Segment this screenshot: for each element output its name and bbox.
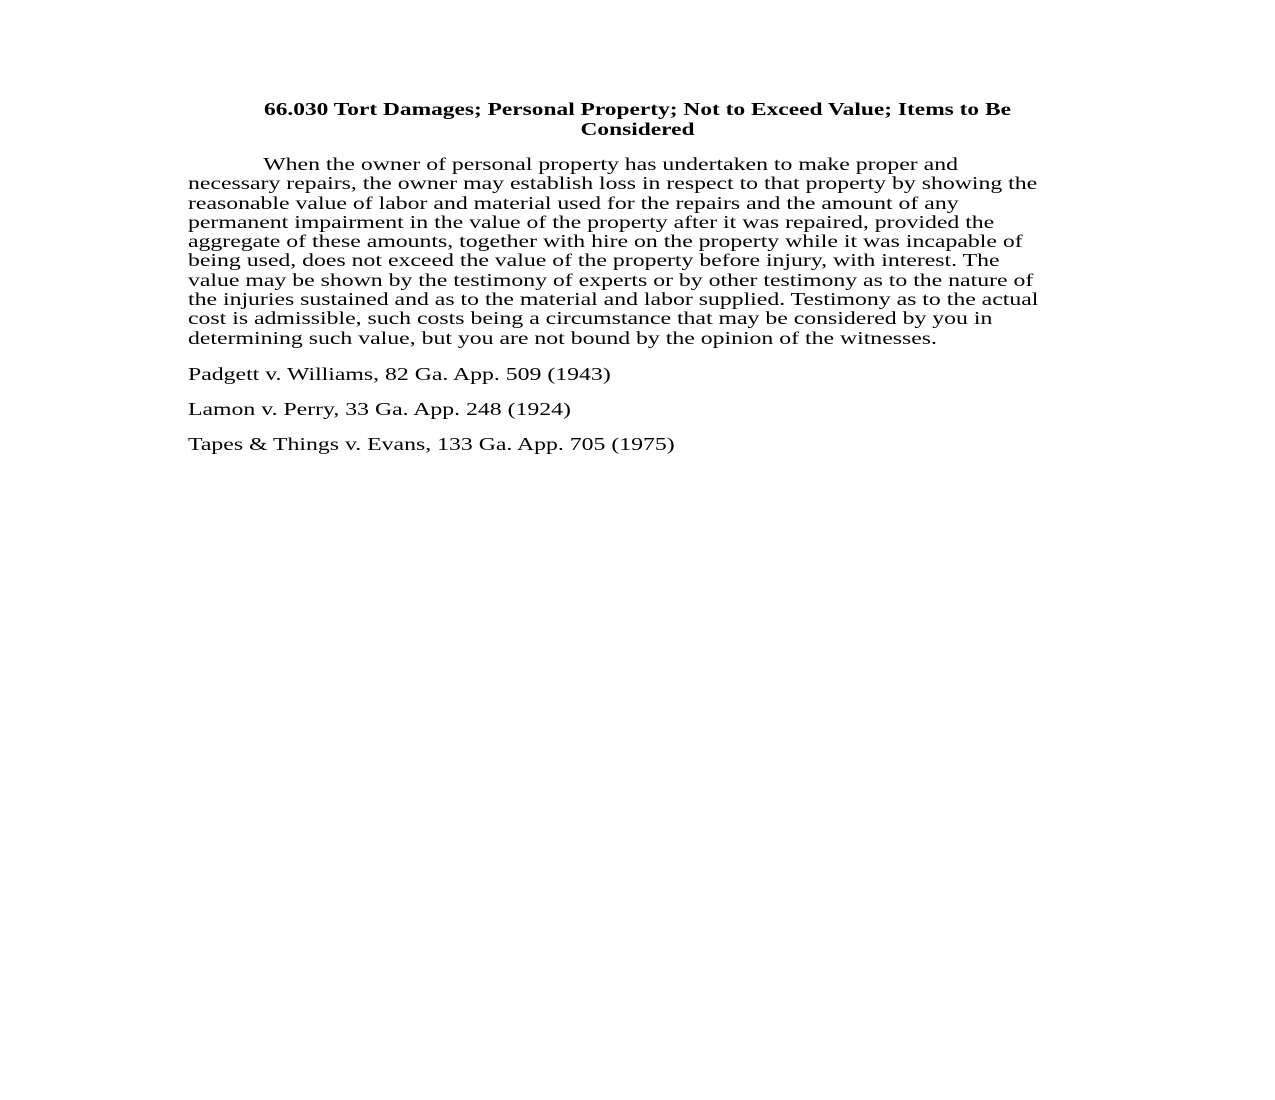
section-title — [0, 100, 1275, 139]
citation: Padgett v. Williams, 82 Ga. App. 509 (1943) — [188, 364, 611, 384]
citation: Lamon v. Perry, 33 Ga. App. 248 (1924) — [188, 399, 571, 419]
body-paragraph — [188, 155, 1038, 348]
section-title-line: 66.030 Tort Damages; Personal Property; Not to Exceed Value; Items to Be — [264, 99, 1011, 119]
paragraph-line: When the owner of personal property has undertaken to make proper and — [263, 154, 958, 174]
paragraph-line: value may be shown by the testimony of experts or by other testimony as to the nature of — [188, 269, 1034, 290]
paragraph-line: reasonable value of labor and material used for the repairs and the amount of any — [188, 192, 959, 213]
paragraph-line: determining such value, but you are not bound by the opinion of the witnesses. — [188, 327, 937, 348]
paragraph-line: the injuries sustained and as to the material and labor supplied. Testimony as to the actual — [188, 289, 1039, 310]
section-title-line: Considered — [580, 118, 695, 139]
paragraph-line: aggregate of these amounts, together with hire on the property while it was incapable of — [188, 231, 1023, 252]
citation: Tapes & Things v. Evans, 133 Ga. App. 705 (1975) — [188, 434, 675, 454]
paragraph-line: being used, does not exceed the value of the property before injury, with interest. The — [188, 250, 1000, 271]
paragraph-line: necessary repairs, the owner may establish loss in respect to that property by showing the — [188, 173, 1038, 194]
paragraph-line: cost is admissible, such costs being a circumstance that may be considered by you in — [188, 308, 993, 329]
paragraph-line: permanent impairment in the value of the property after it was repaired, provided the — [188, 211, 995, 232]
